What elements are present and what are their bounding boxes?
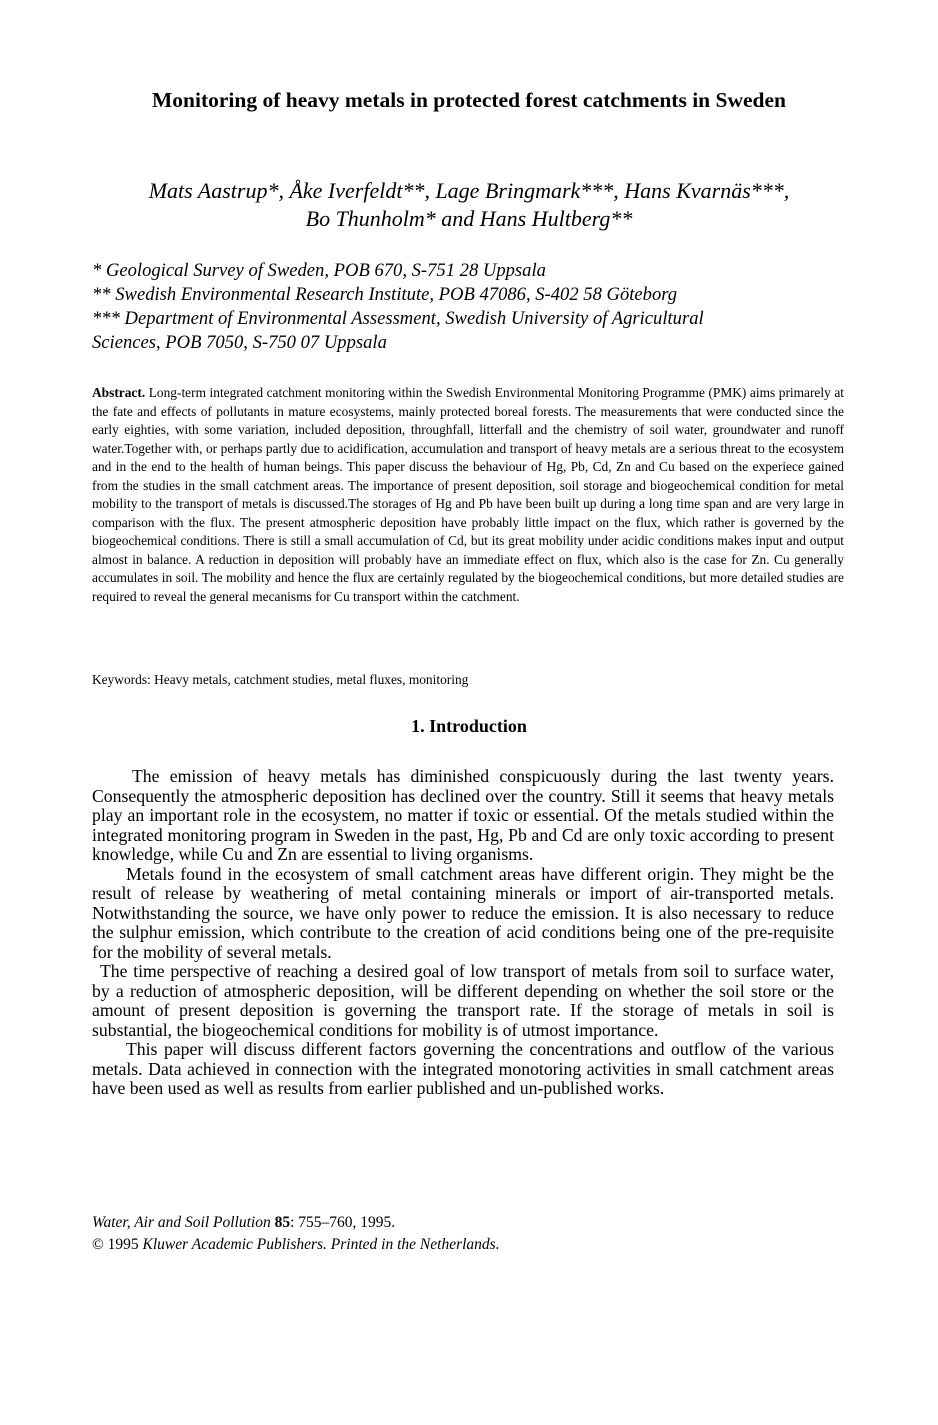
paper-title: Monitoring of heavy metals in protected forest catchments in Sweden	[152, 88, 786, 112]
paragraph: The time perspective of reaching a desired goal of low transport of metals from soil to surface water, by a reduction of atmospheric deposition, will be different depending on whether the soil store or the amount of present deposition is governing the transport rate. If the storage of metals in soil is substantial, the biogeochemical conditions for mobility is of utmost importance.	[92, 961, 834, 1040]
affiliation: ** Swedish Environmental Research Institute, POB 47086, S-402 58 Göteborg	[92, 284, 678, 305]
affiliation: Sciences, POB 7050, S-750 07 Uppsala	[92, 332, 387, 353]
journal-volume: 85	[274, 1214, 291, 1231]
author-line: Mats Aastrup*, Åke Iverfeldt**, Lage Bringmark***, Hans Kvarnäs***,	[148, 178, 790, 203]
copyright-symbol: ©	[92, 1236, 104, 1253]
affiliation: * Geological Survey of Sweden, POB 670, S-751 28 Uppsala	[92, 260, 546, 281]
keywords: Keywords: Heavy metals, catchment studies, metal fluxes, monitoring	[92, 672, 469, 687]
paragraph: This paper will discuss different factors governing the concentrations and outflow of the various metals. Data achieved in connection with the integrated monotoring activities in small catchment areas have been used as well as results from earlier published and un-published works.	[92, 1039, 834, 1098]
author-line: Bo Thunholm* and Hans Hultberg**	[305, 206, 633, 231]
abstract	[92, 384, 844, 606]
publication-footer	[92, 1212, 852, 1256]
paragraph: The emission of heavy metals has diminished conspicuously during the last twenty years. Consequently the atmospheric deposition has declined over the country. Still it seems that heavy metals play an important role in the ecosystem, no matter if toxic or essential. Of the metals studied within the integrated monitoring program in Sweden in the past, Hg, Pb and Cd are only toxic according to present knowledge, while Cu and Zn are essential to living organisms.	[92, 766, 834, 864]
publisher: Kluwer Academic Publishers. Printed in the Netherlands.	[142, 1236, 500, 1253]
author-list	[60, 177, 878, 233]
section-heading: 1. Introduction	[411, 716, 527, 736]
journal-pages: : 755–760, 1995.	[290, 1214, 396, 1231]
journal-citation	[92, 1212, 852, 1234]
copyright-year: 1995	[107, 1236, 139, 1253]
paragraph: Metals found in the ecosystem of small catchment areas have different origin. They might be the result of release by weathering of metal containing minerals or import of air-transported metals. Notwithstanding the source, we have only power to reduce the emission. It is also necessary to reduce the sulphur emission, which contribute to the creation of acid conditions being one of the pre-requisite for the mobility of several metals.	[92, 863, 834, 962]
introduction-body	[92, 767, 834, 1099]
abstract-text: Long-term integrated catchment monitoring within the Swedish Environmental Monitoring Programme (PMK) aims primarely at the fate and effects of pollutants in mature ecosystems, mainly protected boreal forests. The measurements that were conducted since the early eighties, with some variation, included deposition, throughfall, litterfall and the chemistry of soil water, groundwater and runoff water.Together with, or perhaps partly due to acidification, accumulation and transport of heavy metals are a serious threat to the ecosystem and in the end to the health of human beings. This paper discuss the behaviour of Hg, Pb, Cd, Zn and Cu based on the experiece gained from the studies in the small catchment areas. The importance of present deposition, soil storage and biogeochemical condition for metal mobility to the transport of metals is discussed.The storages of Hg and Pb have been built up during a long time span and are very large in comparison with the flux. The present atmospheric deposition have probably little impact on the flux, which rather is governed by the biogeochemical conditions. There is still a small accumulation of Cd, but its great mobility under acidic conditions makes input and output almost in balance. A reduction in deposition will probably have an immediate effect on flux, which also is the case for Zn. Cu generally accumulates in soil. The mobility and hence the flux are certainly regulated by the biogeochemical conditions, but more detailed studies are required to reveal the general mecanisms for Cu transport within the catchment.	[92, 385, 844, 604]
affiliation: *** Department of Environmental Assessment, Swedish University of Agricultural	[92, 308, 704, 329]
abstract-label: Abstract.	[92, 385, 146, 400]
affiliations	[92, 259, 852, 355]
journal-name: Water, Air and Soil Pollution	[92, 1214, 271, 1231]
copyright-line	[92, 1234, 852, 1256]
